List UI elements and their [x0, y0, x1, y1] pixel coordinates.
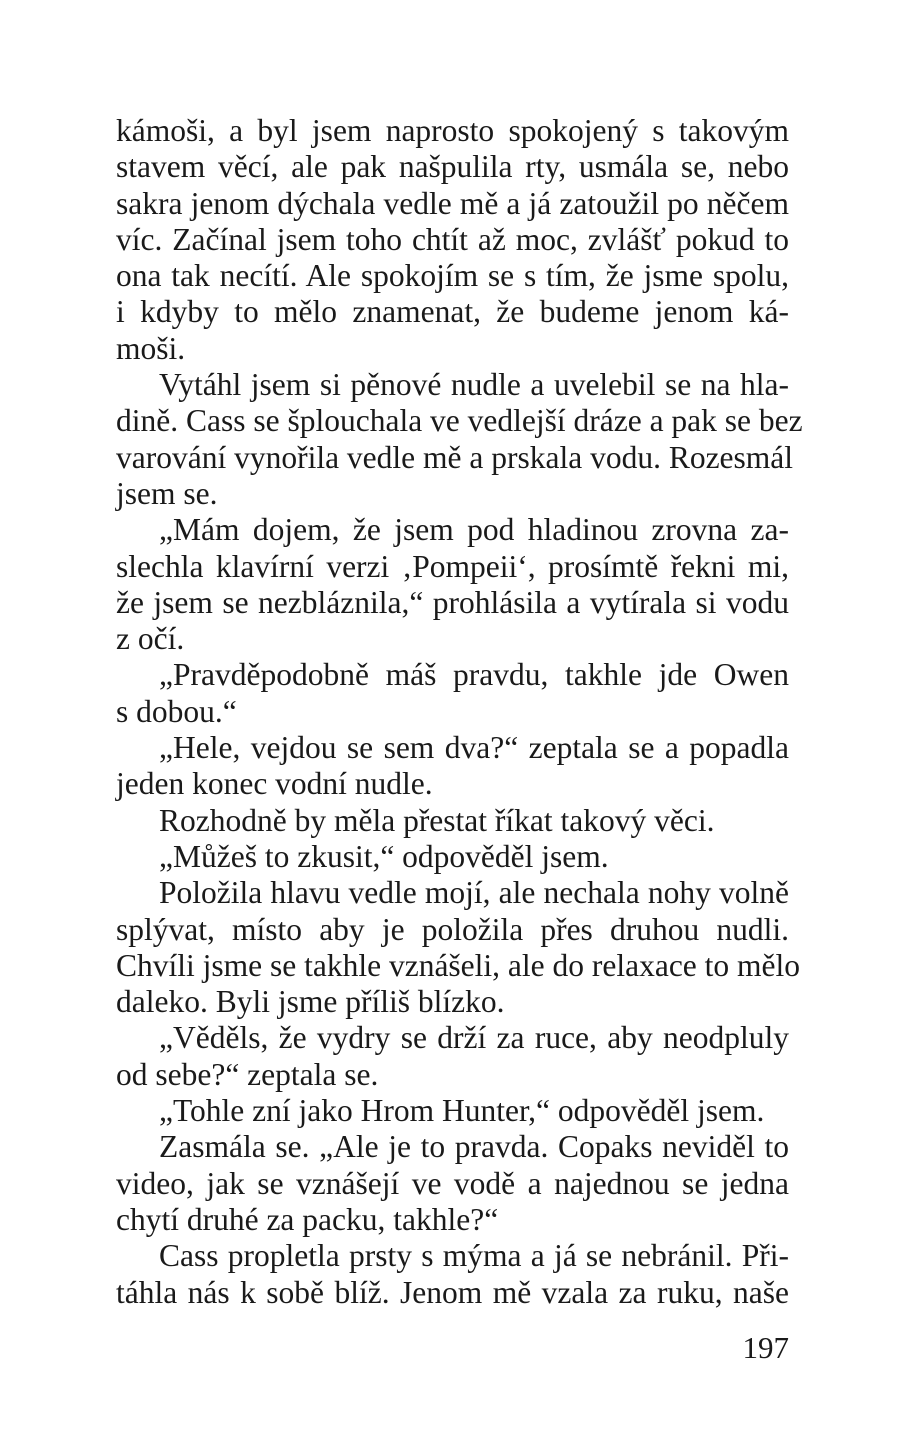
text-line: sakra jenom dýchala vedle mě a já zatoužil po něčem [116, 185, 789, 221]
text-line: „Tohle zní jako Hrom Hunter,“ odpověděl jsem. [159, 1093, 765, 1129]
text-line: kámoši, a byl jsem naprosto spokojený s takovým [116, 113, 789, 148]
text-line: jsem se. [116, 475, 218, 511]
text-line: jeden konec vodní nudle. [116, 766, 433, 802]
text-line: Cass propletla prsty s mýma a já se nebránil. Při- [159, 1238, 789, 1274]
text-line: video, jak se vznášejí ve vodě a najednou se jedna [116, 1165, 789, 1201]
body-text [116, 113, 803, 1311]
text-line: stavem věcí, ale pak našpulila rty, usmála se, nebo [116, 149, 789, 185]
text-line: víc. Začínal jsem toho chtít až moc, zvlášť pokud to [116, 221, 789, 257]
text-line: moši. [116, 330, 186, 366]
text-line: dině. Cass se šplouchala ve vedlejší dráze a pak se bez [116, 403, 803, 439]
text-line: Chvíli jsme se takhle vznášeli, ale do relaxace to mělo [116, 947, 801, 983]
text-line: varování vynořila vedle mě a prskala vodu. Rozesmál [116, 439, 794, 475]
text-line: z očí. [116, 621, 185, 657]
text-line: táhla nás k sobě blíž. Jenom mě vzala za ruku, naše [116, 1274, 789, 1310]
text-line: daleko. Byli jsme příliš blízko. [116, 984, 505, 1020]
text-line: slechla klavírní verzi ‚Pompeii‘, prosímtě řekni mi, [116, 548, 789, 584]
text-line: splývat, místo aby je položila přes druhou nudli. [116, 911, 789, 947]
text-line: od sebe?“ zeptala se. [116, 1056, 379, 1092]
text-line: i kdyby to mělo znamenat, že budeme jenom ká- [116, 294, 789, 330]
text-line: s dobou.“ [116, 693, 237, 729]
text-line: chytí druhé za packu, takhle?“ [116, 1201, 499, 1237]
text-line: „Věděls, že vydry se drží za ruce, aby neodpluly [159, 1020, 789, 1056]
text-line: ona tak necítí. Ale spokojím se s tím, že jsme spolu, [116, 258, 789, 294]
text-line: Rozhodně by měla přestat říkat takový věci. [159, 802, 715, 838]
text-line: „Hele, vejdou se sem dva?“ zeptala se a popadla [159, 730, 789, 766]
page-number: 197 [742, 1330, 789, 1365]
text-line: Vytáhl jsem si pěnové nudle a uvelebil se na hla- [159, 367, 789, 403]
text-line: že jsem se nezbláznila,“ prohlásila a vytírala si vodu [116, 584, 789, 620]
text-line: Zasmála se. „Ale je to pravda. Copaks neviděl to [159, 1129, 789, 1165]
text-line: „Pravděpodobně máš pravdu, takhle jde Owen [159, 657, 789, 693]
text-line: Položila hlavu vedle mojí, ale nechala nohy volně [159, 875, 789, 911]
text-line: „Mám dojem, že jsem pod hladinou zrovna za- [159, 512, 789, 548]
text-line: „Můžeš to zkusit,“ odpověděl jsem. [159, 838, 609, 874]
